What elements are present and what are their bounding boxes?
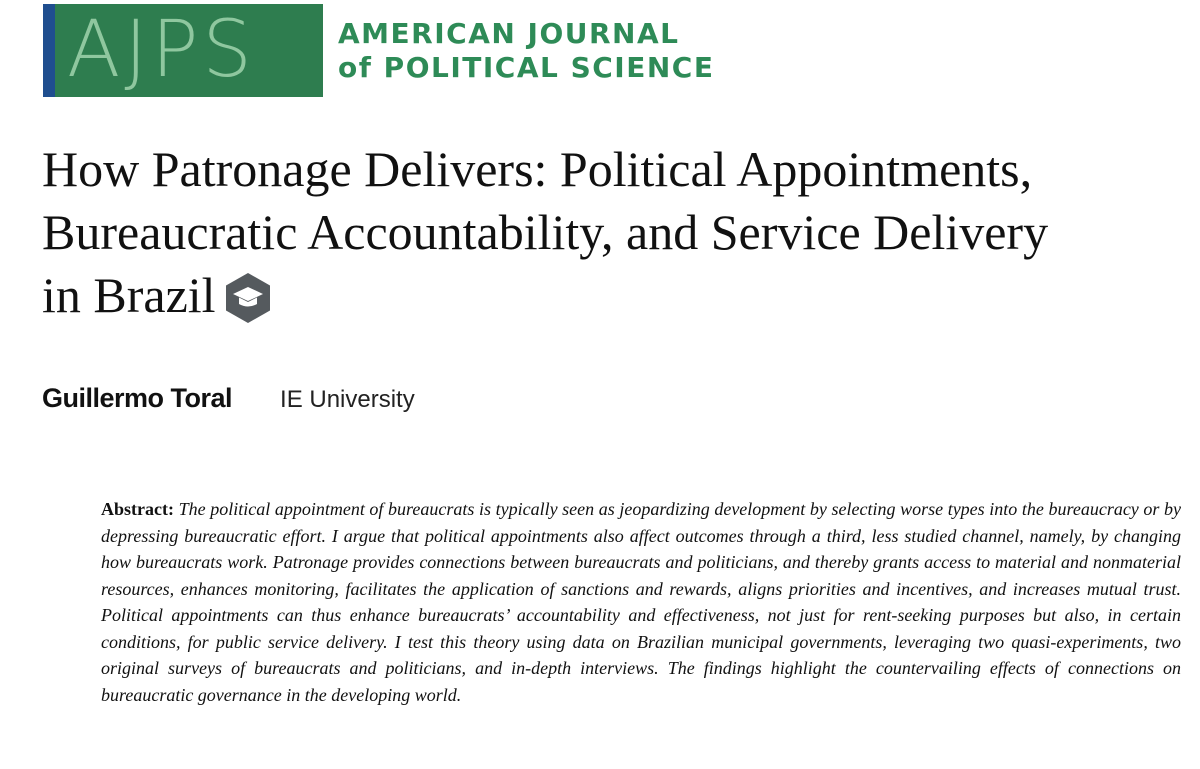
title-line-1: How Patronage Delivers: Political Appointments,: [42, 141, 1033, 197]
journal-masthead: [43, 4, 714, 97]
title-line-3-wrapper: [42, 264, 1182, 327]
logo-text: AJPS: [67, 5, 256, 95]
journal-name: [338, 17, 714, 85]
article-title: [42, 138, 1182, 327]
open-materials-icon[interactable]: [222, 272, 274, 324]
author-affiliation: IE University: [280, 386, 415, 413]
abstract-label: Abstract:: [101, 499, 174, 519]
abstract: [101, 496, 1181, 708]
title-line-2: Bureaucratic Accountability, and Service Delivery: [42, 204, 1049, 260]
journal-logo: [43, 4, 323, 97]
author-row: [42, 383, 415, 414]
title-line-3: in Brazil: [42, 267, 216, 323]
journal-name-line2: of POLITICAL SCIENCE: [338, 50, 715, 84]
logo-stripe: [43, 4, 55, 97]
author-name[interactable]: Guillermo Toral: [42, 383, 233, 413]
abstract-text: The political appointment of bureaucrats is typically seen as jeopardizing development by selecting worse types into the bureaucracy or by depressing bureaucratic effort. I argue that political appointments also affect outcomes through a third, less studied channel, namely, by changing how bureaucrats work. Patronage provides connections between bureaucrats and politicians, and thereby grants access to material and nonmaterial resources, enhances monitoring, facilitates the application of sanctions and rewards, aligns priorities and incentives, and increases mutual trust. Political appointments can thus enhance bureaucrats’ accountability and effectiveness, not just for rent-seeking purposes but also, in certain conditions, for public service delivery. I test this theory using data on Brazilian municipal governments, leveraging two quasi-experiments, two original surveys of bureaucrats and politicians, and in-depth interviews. The findings highlight the countervailing effects of connections on bureaucratic governance in the developing world.: [101, 499, 1182, 705]
journal-name-line1: AMERICAN JOURNAL: [338, 16, 680, 50]
